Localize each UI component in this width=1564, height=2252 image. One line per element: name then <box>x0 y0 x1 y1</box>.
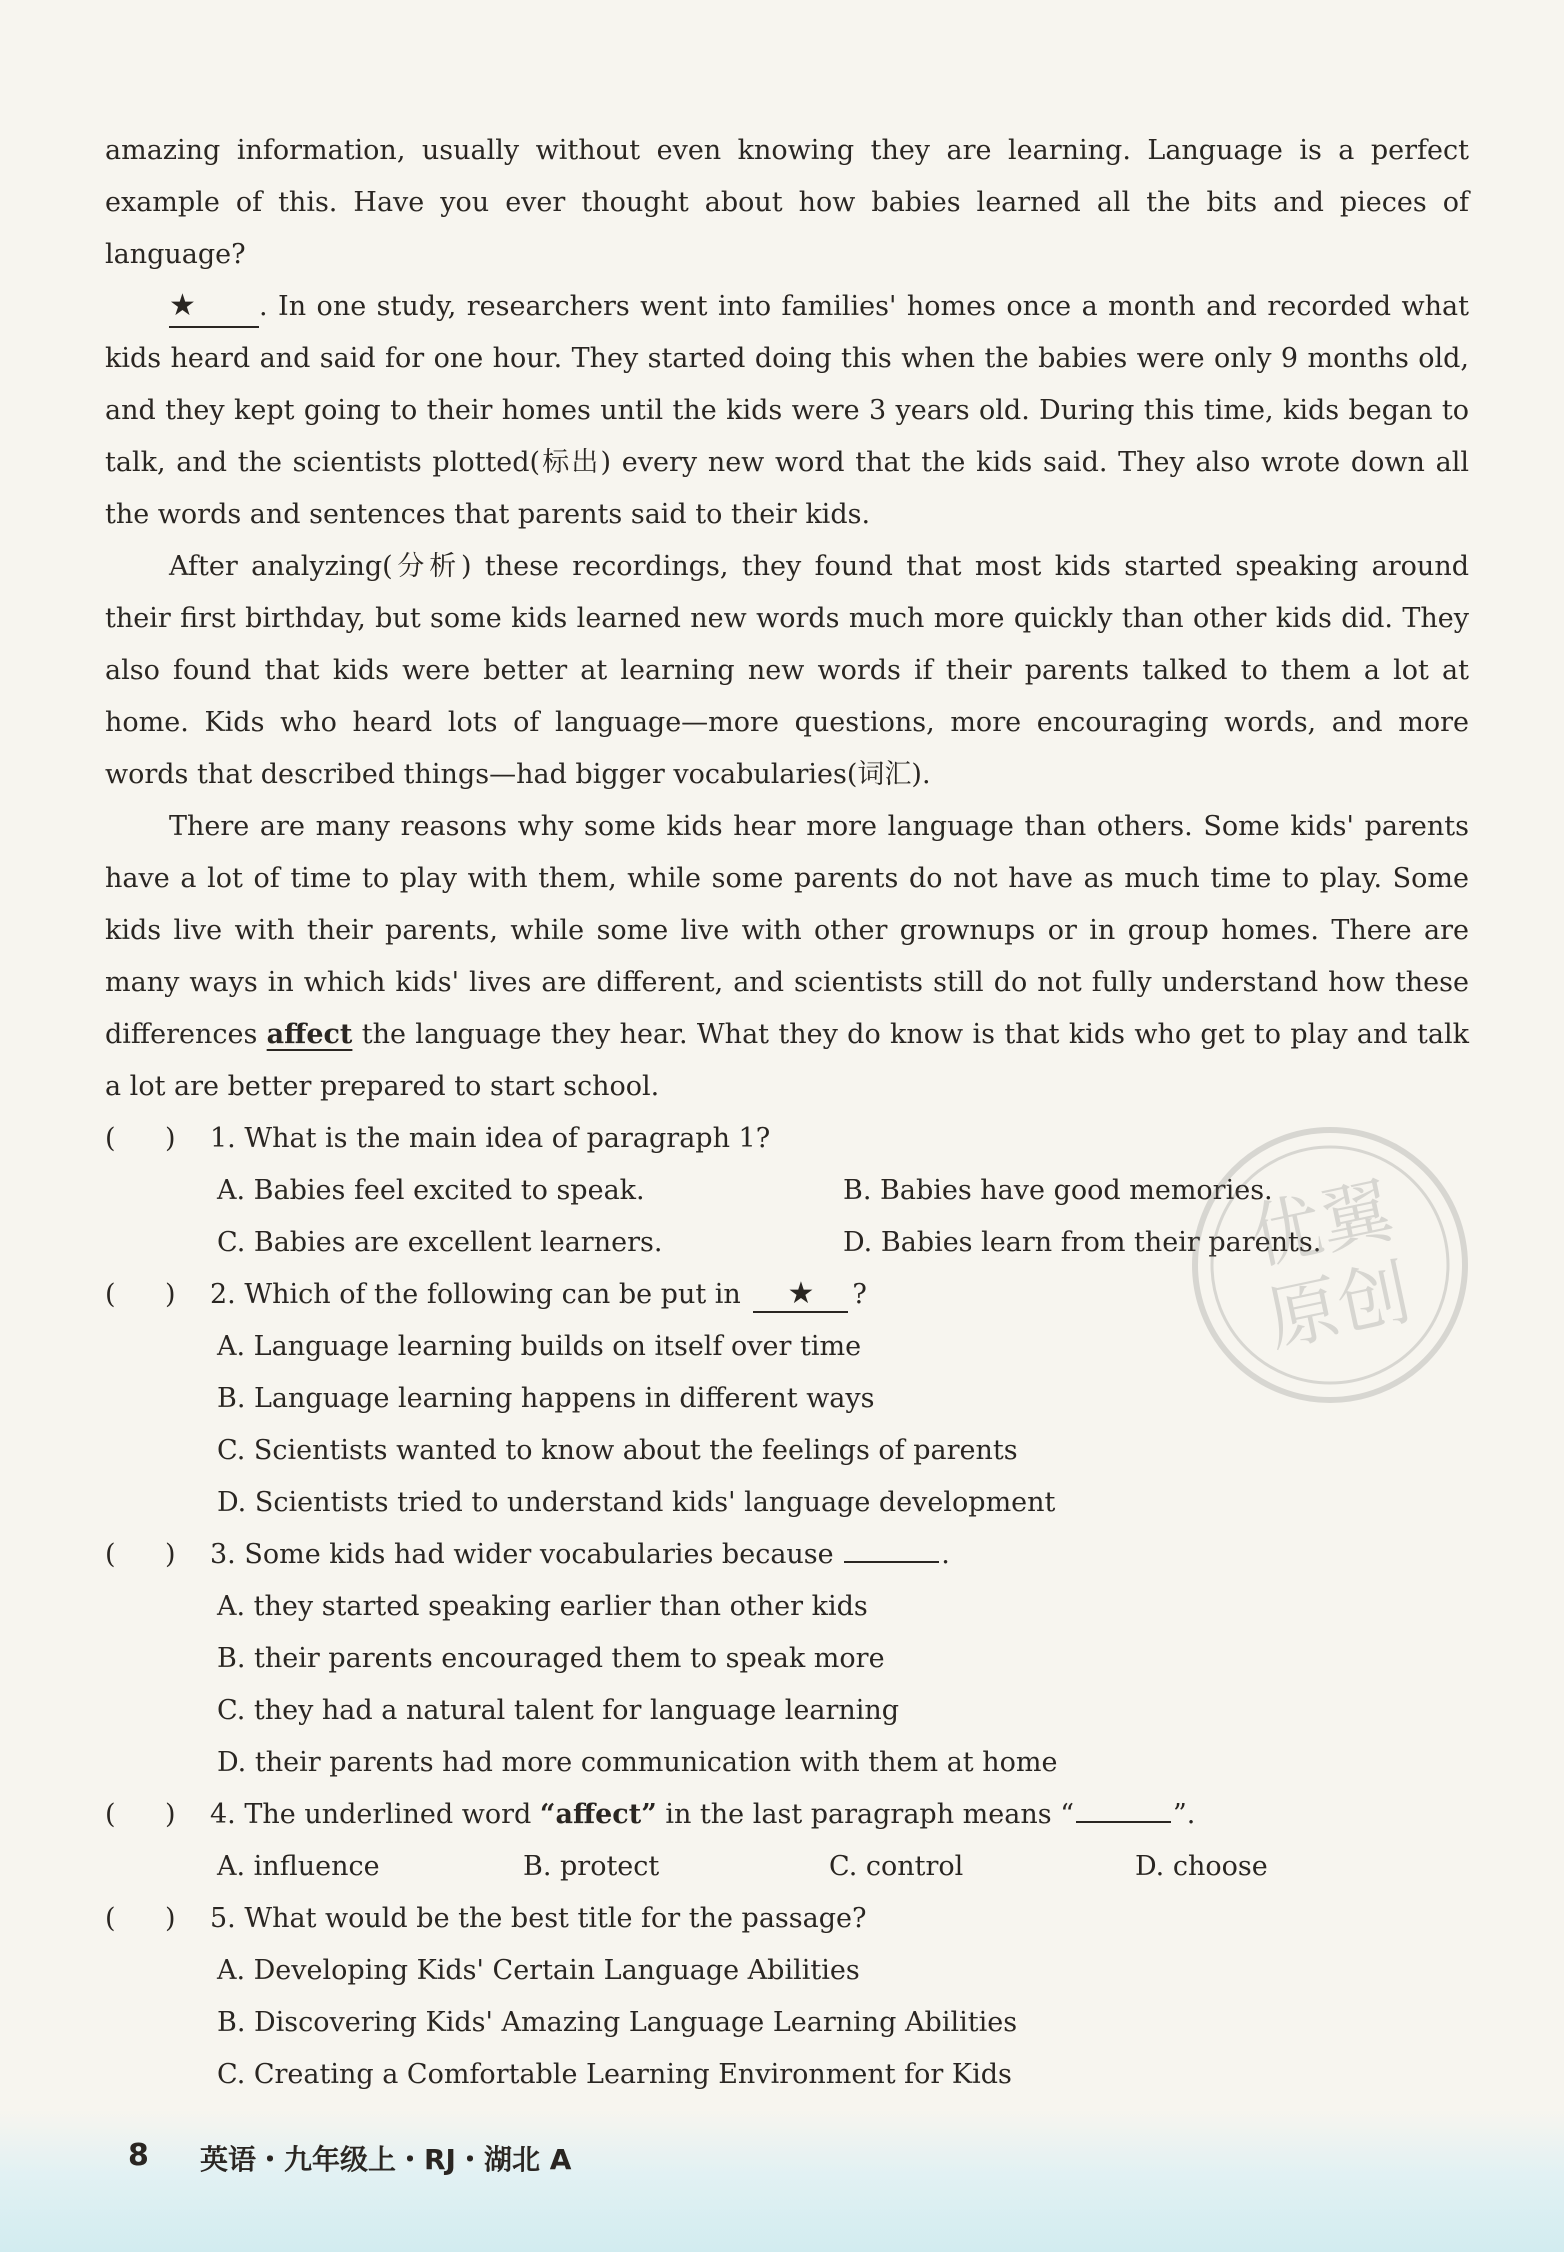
question-text: Which of the following can be put in <box>244 1279 741 1310</box>
bracket-open: ( <box>105 1903 116 1934</box>
question-3-options <box>105 1581 1469 1789</box>
question-text: Some kids had wider vocabularies because <box>244 1539 834 1570</box>
question-text-end: ? <box>852 1279 867 1310</box>
question-text: What is the main idea of paragraph 1? <box>244 1123 771 1154</box>
option-a[interactable]: A. influence <box>217 1851 380 1882</box>
option-c[interactable]: C. Babies are excellent learners. <box>217 1227 663 1258</box>
option-b[interactable]: B. Discovering Kids' Amazing Language Learning Abilities <box>217 2007 1018 2038</box>
passage-paragraph-0: amazing information, usually without even knowing they are learning. Language is a perfect example of this. Have you ever thought about how babies learned all the bits and pieces of language? <box>105 135 1469 270</box>
bracket-close: ) <box>165 1799 176 1830</box>
stamp-text-top: 优翼 <box>1242 1167 1401 1280</box>
option-b[interactable]: B. Babies have good memories. <box>843 1175 1273 1206</box>
question-text-mid: in the last paragraph means “ <box>665 1799 1074 1830</box>
stamp-text-bottom: 原创 <box>1259 1250 1418 1363</box>
bracket-close: ) <box>165 1123 176 1154</box>
bracket-open: ( <box>105 1539 116 1570</box>
option-d[interactable]: D. their parents had more communication with them at home <box>217 1747 1058 1778</box>
question-text: The underlined word <box>244 1799 532 1830</box>
bracket-open: ( <box>105 1279 116 1310</box>
bracket-open: ( <box>105 1123 116 1154</box>
option-c[interactable]: C. they had a natural talent for language learning <box>217 1695 900 1726</box>
question-number: 1. <box>210 1123 236 1154</box>
page-number: 8 <box>128 2138 149 2173</box>
option-a[interactable]: A. they started speaking earlier than other kids <box>217 1591 868 1622</box>
question-3 <box>105 1529 1469 1581</box>
star-blank-marker: ★ <box>169 286 259 328</box>
passage-paragraph-3-after: the language they hear. What they do know is that kids who get to play and talk a lot are better prepared to start school. <box>105 1019 1469 1102</box>
option-a[interactable]: A. Babies feel excited to speak. <box>217 1175 645 1206</box>
option-d[interactable]: D. Scientists tried to understand kids' language development <box>217 1487 1056 1518</box>
option-b[interactable]: B. protect <box>523 1851 660 1882</box>
question-text-end: ”. <box>1173 1799 1196 1830</box>
option-c[interactable]: C. Creating a Comfortable Learning Environment for Kids <box>217 2059 1012 2090</box>
bold-word-affect: “affect” <box>539 1799 657 1830</box>
bracket-close: ) <box>165 1539 176 1570</box>
option-a[interactable]: A. Developing Kids' Certain Language Abilities <box>217 1955 860 1986</box>
answer-blank-line <box>1076 1821 1171 1823</box>
question-number: 2. <box>210 1279 236 1310</box>
passage-paragraph-1-text: . In one study, researchers went into families' homes once a month and recorded what kids heard and said for one hour. They started doing this when the babies were only 9 months old, and they kept going to their homes until the kids were 3 years old. During this time, kids began to talk, and the scientists plotted(标出) every new word that the kids said. They also wrote down all the words and sentences that parents said to their kids. <box>105 291 1469 530</box>
underlined-word-affect: affect <box>266 1019 353 1050</box>
question-4-options <box>105 1841 1469 1893</box>
question-4 <box>105 1789 1469 1841</box>
option-c[interactable]: C. Scientists wanted to know about the feelings of parents <box>217 1435 1018 1466</box>
question-number: 4. <box>210 1799 236 1830</box>
bracket-close: ) <box>165 1279 176 1310</box>
question-number: 5. <box>210 1903 236 1934</box>
bracket-close: ) <box>165 1903 176 1934</box>
footer-band <box>0 2110 1564 2252</box>
passage-paragraph-3-before: There are many reasons why some kids hear more language than others. Some kids' parents have a lot of time to play with them, while some parents do not have as much time to play. Some kids live with their parents, while some live with other grownups or in group homes. There are many ways in which kids' lives are different, and scientists still do not fully understand how these differences <box>105 811 1469 1050</box>
bracket-open: ( <box>105 1799 116 1830</box>
option-b[interactable]: B. their parents encouraged them to speak more <box>217 1643 885 1674</box>
question-text: What would be the best title for the passage? <box>244 1903 867 1934</box>
answer-bracket[interactable] <box>105 1269 176 1321</box>
option-b[interactable]: B. Language learning happens in different ways <box>217 1383 875 1414</box>
answer-blank-line <box>844 1561 939 1563</box>
option-c[interactable]: C. control <box>829 1851 964 1882</box>
option-d[interactable]: D. choose <box>1135 1851 1268 1882</box>
option-d[interactable]: D. Babies learn from their parents. <box>843 1227 1322 1258</box>
watermark-stamp <box>1185 1120 1475 1410</box>
answer-bracket[interactable] <box>105 1893 176 1945</box>
passage-paragraph-2: After analyzing(分析) these recordings, they found that most kids started speaking around their first birthday, but some kids learned new words much more quickly than other kids did. They also found that kids were better at learning new words if their parents talked to them a lot at home. Kids who heard lots of language—more questions, more encouraging words, and more words that described things—had bigger vocabularies(词汇). <box>105 551 1469 790</box>
passage-paragraph-3 <box>105 801 1469 1113</box>
passage-paragraph-1 <box>105 281 1469 541</box>
option-a[interactable]: A. Language learning builds on itself over time <box>217 1331 862 1362</box>
star-blank-marker: ★ <box>753 1277 848 1313</box>
question-5 <box>105 1893 1469 1945</box>
question-text-end: . <box>941 1539 950 1570</box>
question-number: 3. <box>210 1539 236 1570</box>
answer-bracket[interactable] <box>105 1789 176 1841</box>
answer-bracket[interactable] <box>105 1113 176 1165</box>
answer-bracket[interactable] <box>105 1529 176 1581</box>
book-info: 英语・九年级上・RJ・湖北 A <box>200 2143 572 2176</box>
